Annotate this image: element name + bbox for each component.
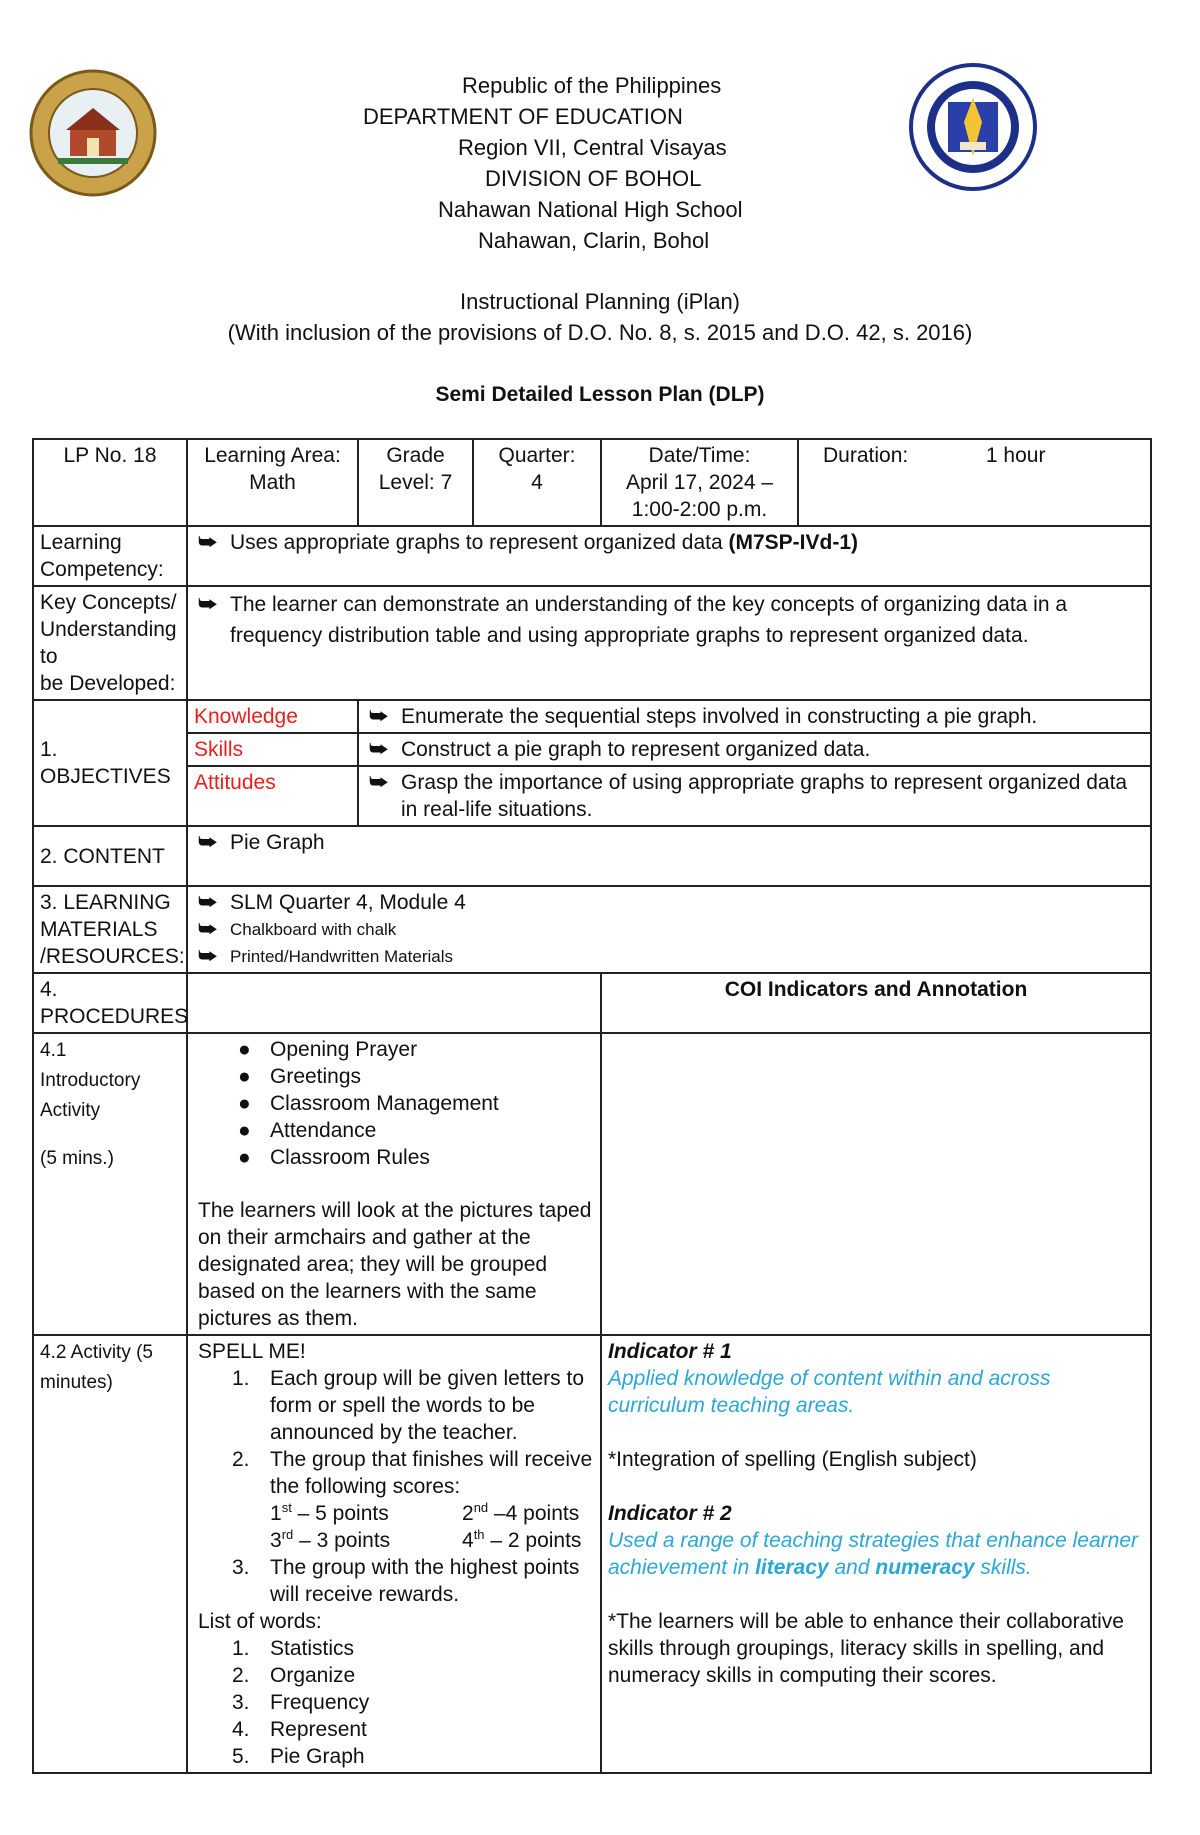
document-title: Semi Detailed Lesson Plan (DLP) — [435, 383, 765, 406]
indicator-2-text — [608, 1527, 1144, 1581]
duration-value: 1 hour — [985, 444, 1046, 467]
arrowhead-bullet-icon: ⮩ — [369, 705, 389, 728]
agency-header — [180, 70, 1020, 256]
score-rank-suffix: nd — [473, 1500, 489, 1515]
list-item — [365, 703, 1144, 730]
objective-attitudes-cell — [358, 766, 1151, 826]
date-value: April 17, 2024 – — [625, 471, 774, 494]
materials-label-line: MATERIALS — [40, 918, 158, 941]
key-concepts-row — [33, 586, 1151, 700]
key-concepts-label — [33, 586, 187, 700]
bullet-text: Opening Prayer — [270, 1038, 418, 1061]
objective-skills-text: Construct a pie graph to represent organized data. — [401, 738, 871, 761]
intro-label-line: 4.1 — [40, 1040, 67, 1061]
duration — [798, 439, 1151, 526]
round-bullet-icon: ● — [238, 1065, 251, 1088]
list-item — [194, 1036, 594, 1063]
list-item — [194, 1090, 594, 1117]
key-concepts-label-line: Understanding to — [40, 618, 177, 668]
header-line-address: Nahawan, Clarin, Bohol — [478, 228, 710, 253]
score-fourth — [462, 1527, 581, 1554]
plan-subtitle: (With inclusion of the provisions of D.O. No. 8, s. 2015 and D.O. 42, s. 2016) — [227, 320, 973, 345]
indicator-2-note: *The learners will be able to enhance their collaborative skills through groupings, literacy skills in spelling, and numeracy skills in computing their scores. — [608, 1610, 1124, 1687]
lesson-info-row — [33, 439, 1151, 526]
competency-code: (M7SP-IVd-1) — [728, 531, 858, 554]
objective-row-knowledge — [33, 700, 1151, 733]
list-number: 2. — [232, 1448, 250, 1471]
materials-label-line: /RESOURCES: — [40, 945, 185, 968]
quarter — [473, 439, 601, 526]
word-text: Statistics — [270, 1637, 355, 1660]
list-item — [194, 1063, 594, 1090]
key-concepts-label-line: Key Concepts/ — [40, 591, 177, 614]
header-line-republic: Republic of the Philippines — [462, 73, 722, 98]
quarter-value: 4 — [531, 471, 543, 494]
list-item — [365, 769, 1144, 823]
grade-level-label: Grade — [386, 444, 445, 467]
header-line-department: DEPARTMENT OF EDUCATION — [363, 104, 683, 129]
score-rank: 4 — [462, 1529, 474, 1552]
key-concepts-cell — [187, 586, 1151, 700]
score-rank-suffix: st — [281, 1500, 292, 1515]
plan-title: Instructional Planning (iPlan) — [459, 289, 741, 314]
material-item: SLM Quarter 4, Module 4 — [230, 891, 466, 914]
procedures-blank — [187, 973, 601, 1033]
intro-label-line: Introductory — [40, 1070, 141, 1091]
arrowhead-bullet-icon: ⮩ — [198, 831, 218, 854]
header-line-region: Region VII, Central Visayas — [458, 135, 727, 160]
score-line — [270, 1500, 594, 1527]
score-rank: 3 — [270, 1529, 282, 1552]
intro-cell — [187, 1033, 601, 1335]
bullet-text: Greetings — [270, 1065, 362, 1088]
competency-row — [33, 526, 1151, 586]
competency-cell — [187, 526, 1151, 586]
list-item — [194, 1554, 594, 1608]
objective-knowledge-text: Enumerate the sequential steps involved in constructing a pie graph. — [401, 705, 1038, 728]
word-text: Frequency — [270, 1691, 370, 1714]
list-item — [194, 1365, 594, 1446]
list-number: 4. — [232, 1718, 250, 1741]
procedures-header-row — [33, 973, 1151, 1033]
list-number: 3. — [232, 1556, 250, 1579]
arrowhead-bullet-icon: ⮩ — [198, 918, 218, 941]
content-text: Pie Graph — [230, 831, 325, 854]
competency-label-line: Learning — [40, 531, 122, 554]
activity-label: 4.2 Activity (5 minutes) — [33, 1335, 187, 1773]
list-item — [194, 1144, 594, 1171]
word-text: Organize — [270, 1664, 356, 1687]
indicator-2-literacy: literacy — [755, 1556, 829, 1579]
list-item — [194, 829, 1144, 856]
score-third — [270, 1527, 462, 1554]
materials-label — [33, 886, 187, 973]
arrowhead-bullet-icon: ⮩ — [198, 531, 218, 554]
score-points: – 2 points — [484, 1529, 582, 1552]
round-bullet-icon: ● — [238, 1119, 251, 1142]
list-item — [194, 1716, 594, 1743]
coi-header: COI Indicators and Annotation — [601, 973, 1151, 1033]
list-item — [194, 944, 1144, 970]
activity-steps-cont — [194, 1554, 594, 1608]
indicator-2-text-part: and — [828, 1556, 876, 1579]
score-table — [194, 1500, 594, 1554]
score-rank-suffix: th — [473, 1527, 485, 1542]
header-line-school: Nahawan National High School — [438, 197, 743, 222]
step-text: Each group will be given letters to form or spell the words to be announced by the teacher. — [270, 1367, 585, 1444]
duration-label: Duration: — [823, 444, 909, 467]
objectives-label — [33, 700, 187, 826]
competency-label-line: Competency: — [40, 558, 164, 581]
objective-attitudes-text: Grasp the importance of using appropriate graphs to represent organized data in real-life situations. — [401, 771, 1128, 821]
procedures-label: 4. PROCEDURES — [33, 973, 187, 1033]
list-number: 1. — [232, 1637, 250, 1660]
list-item — [194, 889, 1144, 916]
list-item — [194, 1446, 594, 1500]
material-item: Printed/Handwritten Materials — [230, 947, 453, 966]
intro-paragraph: The learners will look at the pictures taped on their armchairs and gather at the designated area; they will be grouped based on the learners with the same pictures as them. — [198, 1199, 592, 1330]
list-number: 3. — [232, 1691, 250, 1714]
key-concepts-text: The learner can demonstrate an understanding of the key concepts of organizing data in a frequency distribution table and using appropriate graphs to represent organized data. — [230, 593, 1068, 647]
quarter-label: Quarter: — [498, 444, 576, 467]
materials-row — [33, 886, 1151, 973]
intro-activity-row — [33, 1033, 1151, 1335]
objective-domain-knowledge: Knowledge — [187, 700, 358, 733]
score-first — [270, 1500, 462, 1527]
score-points: – 3 points — [293, 1529, 391, 1552]
time-value: 1:00-2:00 p.m. — [631, 498, 768, 521]
indicator-2-text-part: skills. — [974, 1556, 1032, 1579]
list-item — [194, 529, 1144, 556]
score-rank: 1 — [270, 1502, 282, 1525]
list-number: 2. — [232, 1664, 250, 1687]
list-number: 1. — [232, 1367, 250, 1390]
objective-domain-skills: Skills — [187, 733, 358, 766]
objective-domain-attitudes: Attitudes — [187, 766, 358, 826]
content-label: 2. CONTENT — [33, 826, 187, 886]
bullet-text: Classroom Rules — [270, 1146, 430, 1169]
bullet-text: Classroom Management — [270, 1092, 499, 1115]
header-line-division: DIVISION OF BOHOL — [485, 166, 702, 191]
word-list — [194, 1635, 594, 1770]
round-bullet-icon: ● — [238, 1038, 251, 1061]
date-time — [601, 439, 798, 526]
bullet-text: Attendance — [270, 1119, 377, 1142]
materials-label-line: 3. LEARNING — [40, 891, 171, 914]
indicator-2-text-part: Used a range of teaching strategies that enhance learner achievement in — [608, 1529, 1139, 1579]
lp-number: LP No. 18 — [33, 439, 187, 526]
date-time-label: Date/Time: — [648, 444, 751, 467]
indicator-1-text: Applied knowledge of content within and across curriculum teaching areas. — [608, 1367, 1051, 1417]
activity-coi-cell — [601, 1335, 1151, 1773]
objective-row-attitudes — [33, 766, 1151, 826]
learning-area: Learning Area: Math — [187, 439, 358, 526]
list-item — [194, 1635, 594, 1662]
indicator-2-numeracy: numeracy — [875, 1556, 975, 1579]
activity-row — [33, 1335, 1151, 1773]
arrowhead-bullet-icon: ⮩ — [198, 945, 218, 968]
intro-bullet-list — [194, 1036, 594, 1171]
content-row — [33, 826, 1151, 886]
activity-title: SPELL ME! — [198, 1340, 306, 1363]
arrowhead-bullet-icon: ⮩ — [369, 771, 389, 794]
list-item — [365, 736, 1144, 763]
indicator-1-note: *Integration of spelling (English subject) — [608, 1448, 977, 1471]
objectives-label-number: 1. — [40, 738, 58, 761]
school-seal-logo — [28, 68, 158, 198]
step-text: The group with the highest points will receive rewards. — [270, 1556, 580, 1606]
list-number: 5. — [232, 1745, 250, 1768]
round-bullet-icon: ● — [238, 1092, 251, 1115]
score-rank: 2 — [462, 1502, 474, 1525]
score-second — [462, 1500, 579, 1527]
arrowhead-bullet-icon: ⮩ — [198, 593, 218, 616]
activity-cell — [187, 1335, 601, 1773]
score-rank-suffix: rd — [281, 1527, 294, 1542]
list-item — [194, 1117, 594, 1144]
key-concepts-label-line: be Developed: — [40, 672, 176, 695]
arrowhead-bullet-icon: ⮩ — [369, 738, 389, 761]
intro-time: (5 mins.) — [40, 1148, 114, 1169]
indicator-1-title: Indicator # 1 — [608, 1340, 732, 1363]
word-text: Represent — [270, 1718, 367, 1741]
competency-label — [33, 526, 187, 586]
words-label: List of words: — [198, 1610, 322, 1633]
competency-text: Uses appropriate graphs to represent organized data — [230, 531, 729, 554]
word-text: Pie Graph — [270, 1745, 365, 1768]
round-bullet-icon: ● — [238, 1146, 251, 1169]
list-item — [194, 1662, 594, 1689]
material-item: Chalkboard with chalk — [230, 920, 397, 939]
list-item — [194, 1743, 594, 1770]
intro-label — [33, 1033, 187, 1335]
score-points: – 5 points — [291, 1502, 389, 1525]
objective-skills-cell — [358, 733, 1151, 766]
intro-coi-cell — [601, 1033, 1151, 1335]
score-line — [270, 1527, 594, 1554]
grade-level — [358, 439, 473, 526]
objective-knowledge-cell — [358, 700, 1151, 733]
plan-heading — [100, 286, 1100, 348]
list-item — [194, 916, 1144, 944]
objectives-label-text: OBJECTIVES — [40, 765, 171, 788]
lesson-plan-table — [32, 438, 1152, 1774]
objective-row-skills — [33, 733, 1151, 766]
score-points: –4 points — [488, 1502, 580, 1525]
materials-cell — [187, 886, 1151, 973]
arrowhead-bullet-icon: ⮩ — [198, 891, 218, 914]
grade-level-value: Level: 7 — [378, 471, 453, 494]
intro-label-line: Activity — [40, 1100, 101, 1121]
activity-steps — [194, 1365, 594, 1500]
content-cell — [187, 826, 1151, 886]
step-text: The group that finishes will receive the following scores: — [270, 1448, 593, 1498]
list-item — [194, 1689, 594, 1716]
indicator-2-title: Indicator # 2 — [608, 1502, 732, 1525]
list-item — [194, 589, 1144, 651]
